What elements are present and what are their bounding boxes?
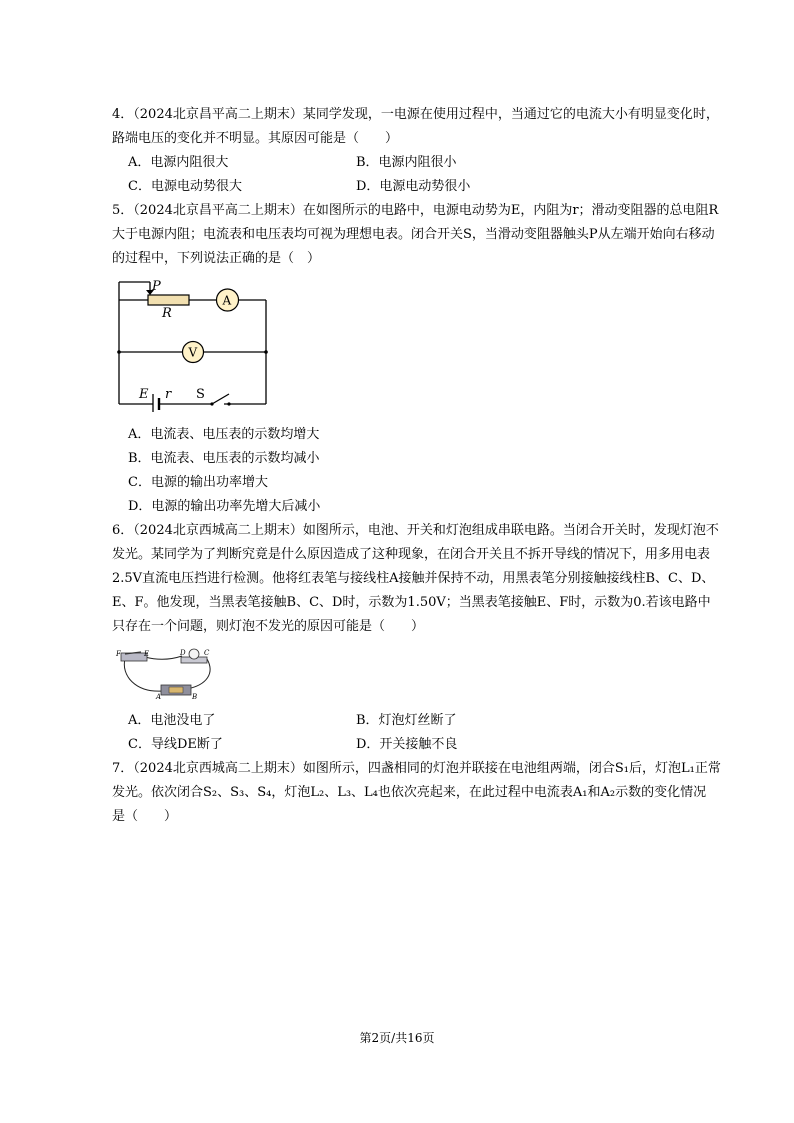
q5-option-b: B．电流表、电压表的示数均减小 <box>128 451 320 466</box>
label-s: S <box>196 387 205 402</box>
q6-option-c: C．导线DE断了 <box>128 737 223 752</box>
q7-stem-line3: 是（ ） <box>112 809 178 824</box>
q6-circuit-photo <box>115 645 221 701</box>
q6-option-a: A．电池没电了 <box>128 713 216 728</box>
q5-stem-line2: 大于电源内阻；电流表和电压表均可视为理想电表。闭合开关S，当滑动变阻器触头P从左端开始向右移动 <box>112 227 715 242</box>
q6-option-d: D．开关接触不良 <box>356 737 458 752</box>
q6-stem-line2: 发光。某同学为了判断究竟是什么原因造成了这种现象，在闭合开关且不拆开导线的情况下，用多用电表 <box>112 547 711 562</box>
q6-option-b: B．灯泡灯丝断了 <box>356 713 457 728</box>
q6-stem-line3: 2.5V直流电压挡进行检测。他将红表笔与接线柱A接触并保持不动，用黑表笔分别接触接线柱B、C、D、 <box>112 571 715 586</box>
bulb-icon <box>189 649 199 659</box>
q4-stem-line2: 路端电压的变化并不明显。其原因可能是（ ） <box>112 131 399 146</box>
terminal-e: E <box>144 650 150 658</box>
q5-stem-line3: 的过程中，下列说法正确的是（ ） <box>112 251 321 266</box>
terminal-c: C <box>204 649 210 657</box>
q4-option-d: D．电源电动势很小 <box>356 179 471 194</box>
terminal-f: F <box>116 650 121 658</box>
q5-stem-line1: 5．（2024北京昌平高二上期末）在如图所示的电路中，电源电动势为E，内阻为r；滑动变阻器的总电阻R <box>112 203 719 218</box>
q7-stem-line2: 发光。依次闭合S₂、S₃、S₄，灯泡L₂、L₃、L₄也依次亮起来，在此过程中电流表A₁和A₂示数的变化情况 <box>112 785 707 800</box>
q6-stem-line5: 只存在一个问题，则灯泡不发光的原因可能是（ ） <box>112 619 425 634</box>
label-p: P <box>152 279 161 294</box>
q4-stem-line1: 4．（2024北京昌平高二上期末）某同学发现，一电源在使用过程中，当通过它的电流大小有明显变化时， <box>112 107 719 122</box>
label-a: A <box>222 293 232 308</box>
rheostat-r <box>148 295 189 305</box>
label-r: R <box>162 306 172 321</box>
page-number: 第2页/共16页 <box>359 1031 435 1045</box>
q5-option-d: D．电源的输出功率先增大后减小 <box>128 499 321 514</box>
q4-option-c: C．电源电动势很大 <box>128 179 242 194</box>
q5-option-a: A．电流表、电压表的示数均增大 <box>128 427 320 442</box>
terminal-d: D <box>180 649 186 657</box>
label-r-internal: r <box>165 387 172 402</box>
q4-option-b: B．电源内阻很小 <box>356 155 457 170</box>
q4-option-a: A．电源内阻很大 <box>128 155 229 170</box>
q5-option-c: C．电源的输出功率增大 <box>128 475 268 490</box>
q6-stem-line1: 6．（2024北京西城高二上期末）如图所示，电池、开关和灯泡组成串联电路。当闭合开关时，发现灯泡不 <box>112 523 719 538</box>
terminal-b: B <box>192 693 198 701</box>
q6-stem-line4: E、F。他发现，当黑表笔接触B、C、D时，示数为1.50V；当黑表笔接触E、F时，示数为0.若该电路中 <box>112 595 711 610</box>
q5-circuit-diagram <box>112 272 277 412</box>
label-e: E <box>139 387 149 402</box>
q7-stem-line1: 7．（2024北京西城高二上期末）如图所示，四盏相同的灯泡并联接在电池组两端，闭合S₁后，灯泡L₁正常 <box>112 761 721 776</box>
terminal-a: A <box>156 693 162 701</box>
label-v: V <box>188 345 198 360</box>
